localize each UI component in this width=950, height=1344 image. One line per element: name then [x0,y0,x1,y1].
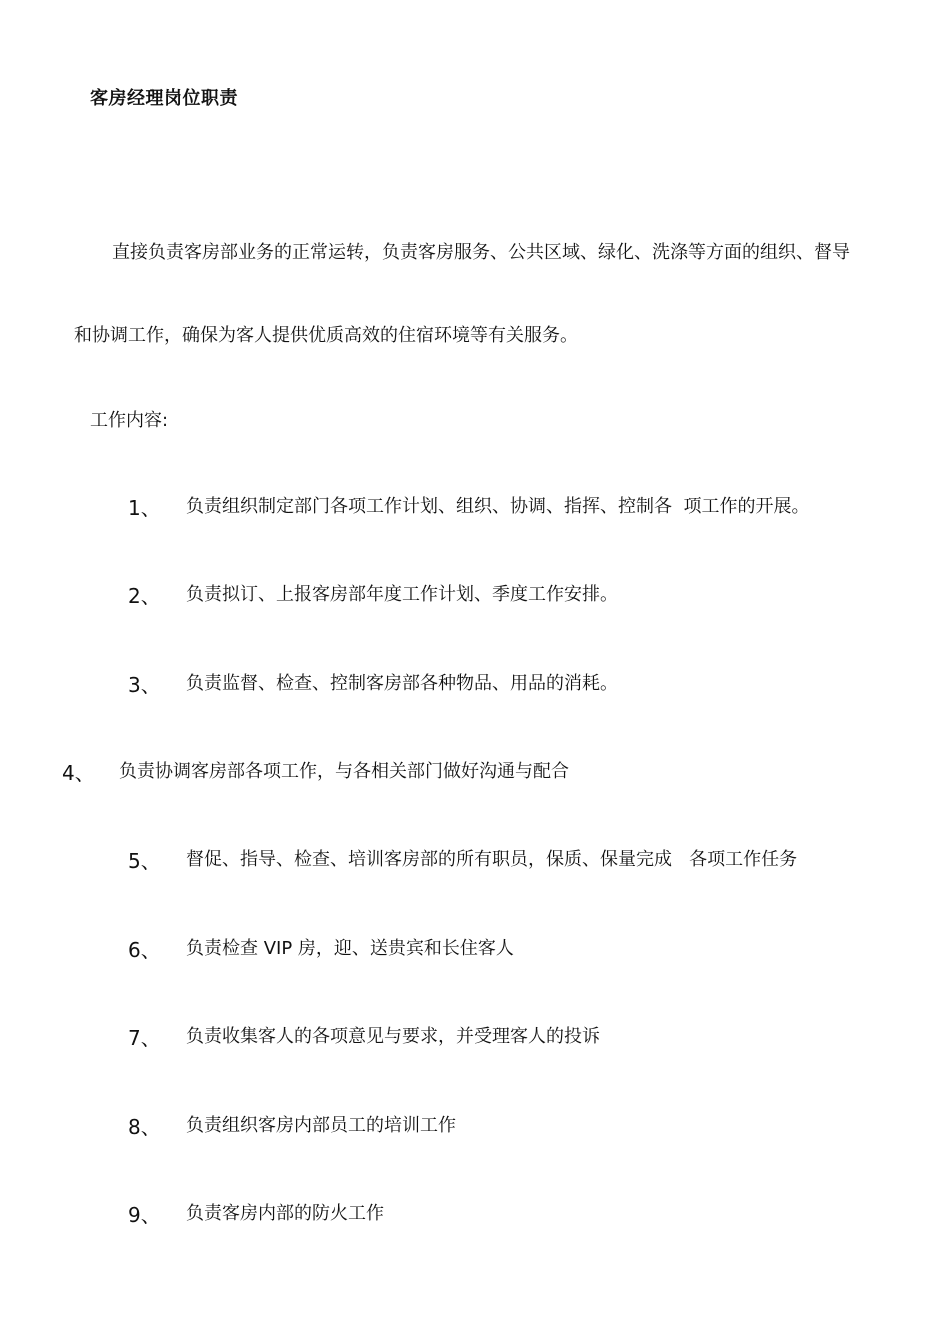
list-item-text: 负责组织客房内部员工的培训工作 [186,1115,456,1136]
list-item-text: 负责组织制定部门各项工作计划、组织、协调、指挥、控制各 项工作的开展。 [186,496,810,517]
list-item-number: 3、 [128,673,161,697]
list-item-number: 6、 [128,938,161,962]
list-item-text: 负责客房内部的防火工作 [186,1203,384,1224]
list-item-number: 8、 [128,1115,161,1139]
intro-paragraph-line-2: 和协调工作，确保为客人提供优质高效的住宿环境等有关服务。 [74,325,578,346]
list-item-number: 5、 [128,849,161,873]
list-item-text: 负责拟订、上报客房部年度工作计划、季度工作安排。 [186,584,618,605]
list-item-text: 负责协调客房部各项工作，与各相关部门做好沟通与配合 [119,761,569,782]
list-item-text: 负责收集客人的各项意见与要求，并受理客人的投诉 [186,1026,600,1047]
list-item-text: 督促、指导、检查、培训客房部的所有职员，保质、保量完成 各项工作任务 [186,849,798,870]
list-item-number: 9、 [128,1203,161,1227]
list-item-number: 2、 [128,584,161,608]
list-item-number: 4、 [62,761,95,785]
document-title: 客房经理岗位职责 [90,88,238,109]
list-item-number: 7、 [128,1026,161,1050]
intro-paragraph-line-1: 直接负责客房部业务的正常运转，负责客房服务、公共区域、绿化、洗涤等方面的组织、督导 [112,242,850,263]
list-item-number: 1、 [128,496,161,520]
section-heading: 工作内容: [90,410,169,431]
list-item-text: 负责检查 VIP 房，迎、送贵宾和长住客人 [186,938,514,959]
list-item-text: 负责监督、检查、控制客房部各种物品、用品的消耗。 [186,673,618,694]
